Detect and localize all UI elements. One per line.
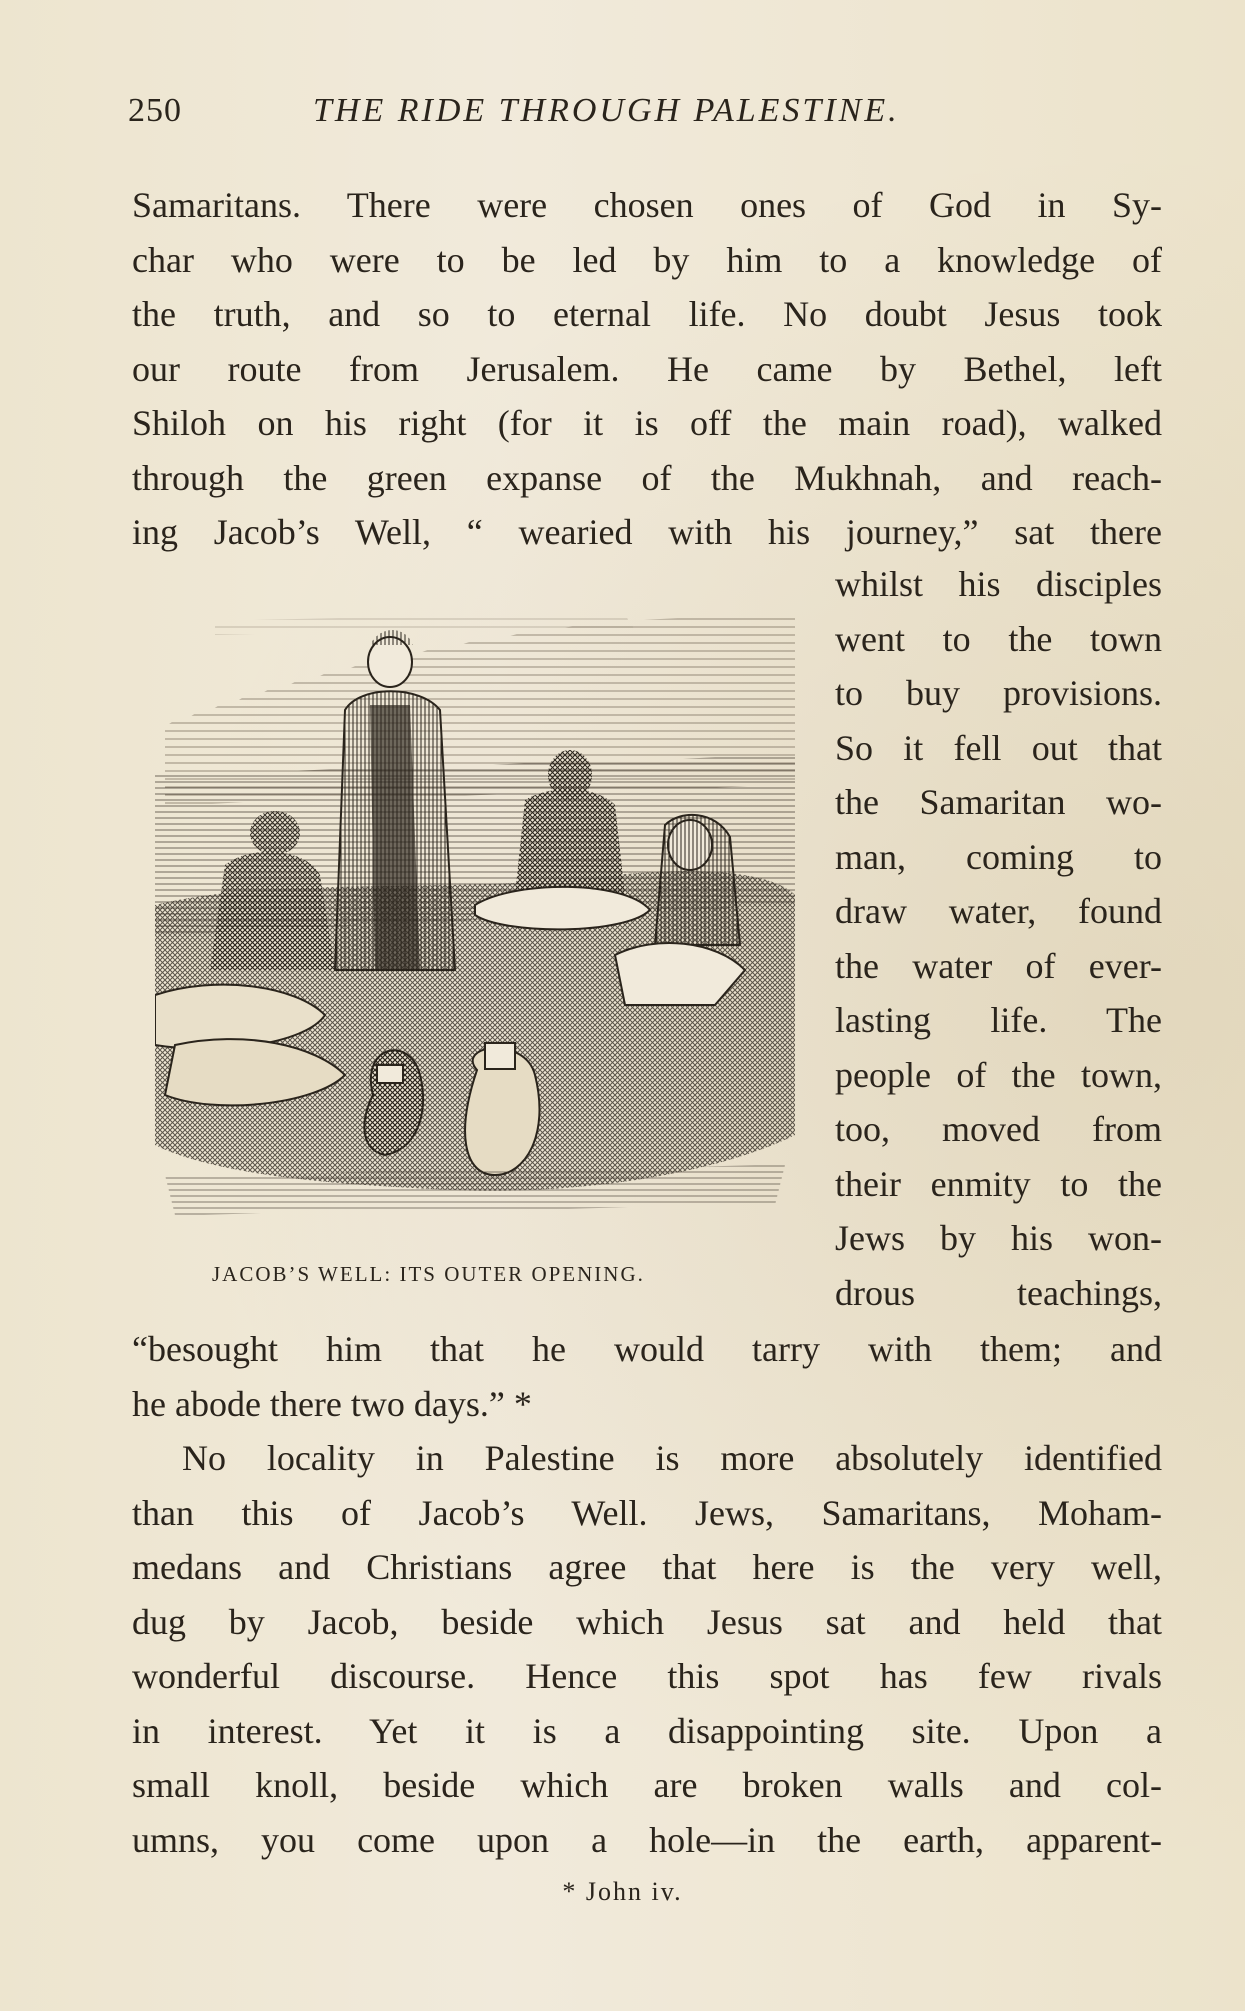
text-line: he abode there two days.” * [132,1383,532,1424]
text-line: man, coming to [835,836,1162,877]
text-line: small knoll, beside which are broken walls and col- [132,1765,1162,1805]
text-line: dug by Jacob, beside which Jesus sat and held that [132,1601,1162,1642]
text-line: Samaritans. There were chosen ones of God in Sy- [132,185,1162,225]
text-line: medans and Christians agree that here is the very well, [132,1547,1162,1587]
jacobs-well-engraving [155,575,805,1245]
body-text-bottom [132,1322,1162,1867]
body-text-top [132,178,1162,560]
page-header [128,92,1128,142]
text-line: draw water, found [835,891,1162,931]
engraving-illustration [155,575,805,1245]
text-line: Jews by his won- [835,1218,1162,1258]
body-text-side [835,557,1162,1320]
text-line: our route from Jerusalem. He came by Bethel, left [132,348,1162,389]
text-line: went to the town [835,618,1162,659]
footnote: * John iv. [562,1877,683,1906]
text-line: No locality in Palestine is more absolutely identified [182,1438,1162,1478]
text-line: the water of ever- [835,945,1162,986]
page-number: 250 [128,92,182,129]
text-line: in interest. Yet it is a disappointing site. Upon a [132,1710,1162,1751]
text-line: the truth, and so to eternal life. No doubt Jesus took [132,294,1162,334]
text-line: char who were to be led by him to a knowledge of [132,239,1162,280]
text-line: the Samaritan wo- [835,782,1162,822]
text-line: So it fell out that [835,727,1162,768]
figure-caption: JACOB’S WELL: ITS OUTER OPENING. [212,1262,645,1286]
text-line: drous teachings, [835,1272,1162,1313]
text-line: Shiloh on his right (for it is off the main road), walked [132,403,1162,443]
text-line: lasting life. The [835,1000,1162,1040]
text-line: umns, you come upon a hole—in the earth, apparent- [132,1819,1162,1860]
text-line: too, moved from [835,1109,1162,1149]
text-line: “besought him that he would tarry with them; and [132,1329,1162,1369]
running-title: THE RIDE THROUGH PALESTINE. [313,92,900,129]
text-line: to buy provisions. [835,673,1162,713]
text-line: than this of Jacob’s Well. Jews, Samaritans, Moham- [132,1492,1162,1533]
text-line: through the green expanse of the Mukhnah, and reach- [132,457,1162,498]
text-line: whilst his disciples [835,564,1162,604]
text-line: wonderful discourse. Hence this spot has few rivals [132,1656,1162,1696]
text-line: their enmity to the [835,1163,1162,1204]
text-line: ing Jacob’s Well, “ wearied with his journey,” sat there [132,512,1162,552]
text-line: people of the town, [835,1054,1162,1095]
